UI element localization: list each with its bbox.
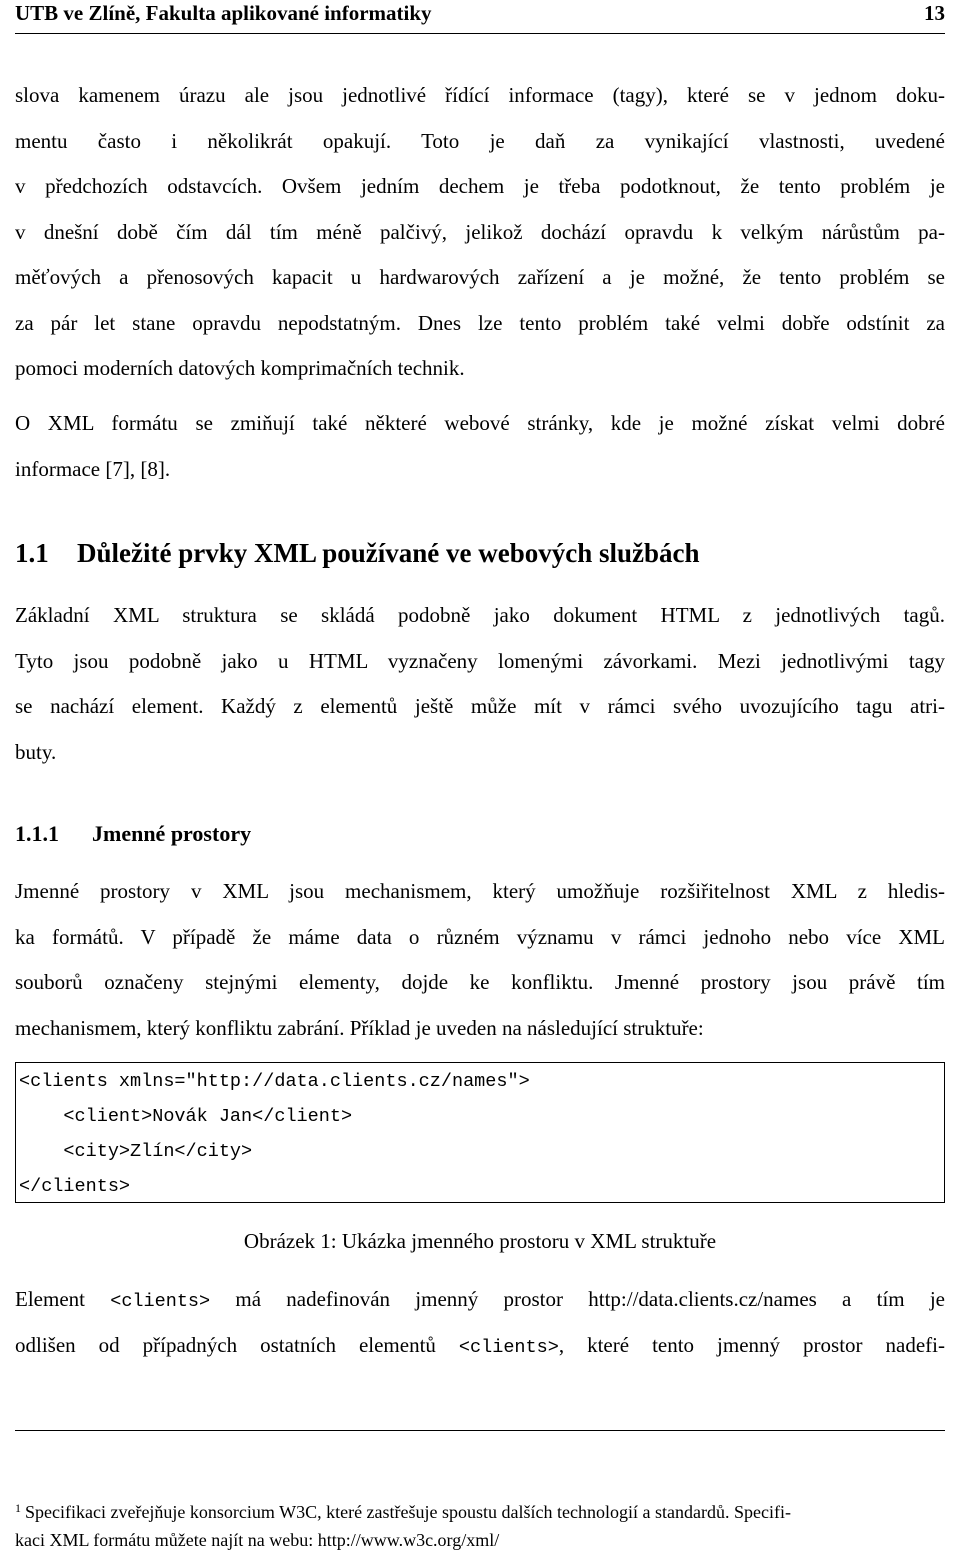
- inline-code: <clients>: [110, 1291, 211, 1312]
- page-number: 13: [924, 1, 945, 25]
- paragraph-1: [15, 73, 945, 392]
- running-header: [15, 0, 945, 34]
- text-line: pomoci moderních datových komprimačních technik.: [15, 356, 465, 380]
- paragraph-5: [15, 1277, 945, 1368]
- inline-code: <clients>: [458, 1336, 559, 1358]
- paragraph-3: [15, 593, 945, 775]
- text-line: souborů označeny stejnými elementy, dojde ke konfliktu. Jmenné prostory jsou právě tím: [15, 970, 945, 994]
- footnote: [15, 1499, 945, 1553]
- footnote-text: Specifikaci zveřejňuje konsorcium W3C, které zastřešuje spoustu dalších technologií a standardů. Specifi-: [25, 1502, 791, 1522]
- text-line: v dnešní době čím dál tím méně palčivý, jelikož dochází opravdu k velkým nárůstům pa-: [15, 219, 945, 244]
- text-line: Tyto jsou podobně jako u HTML vyznačeny lomenými závorkami. Mezi jednotlivými tagy: [15, 648, 945, 673]
- subsection-number: 1.1.1: [15, 821, 59, 846]
- text-run: odlišen od případných ostatních elementů: [15, 1332, 459, 1357]
- text-line: buty.: [15, 739, 57, 764]
- document-page: [15, 0, 945, 1550]
- section-title: Důležité prvky XML používané ve webových službách: [77, 538, 700, 568]
- text-line: [15, 1277, 945, 1323]
- text-run: Element: [15, 1287, 111, 1311]
- text-line: ka formátů. V případě že máme data o různém významu v rámci jednoho nebo více XML: [15, 924, 945, 949]
- text-line: informace [7], [8].: [15, 456, 171, 481]
- text-line: měťových a přenosových kapacit u hardwarových zařízení a je možné, že tento problém se: [15, 265, 945, 289]
- text-line: slova kamenem úrazu ale jsou jednotlivé řídící informace (tagy), které se v jednom doku-: [15, 83, 945, 107]
- paragraph-2: [15, 401, 945, 492]
- text-line: O XML formátu se zmiňují také některé webové stránky, kde je možné získat velmi dobré: [15, 411, 945, 435]
- text-line: Základní XML struktura se skládá podobně jako dokument HTML z jednotlivých tagů.: [15, 603, 945, 627]
- footnote-line: kaci XML formátu můžete najít na webu: http://www.w3c.org/xml/: [15, 1530, 500, 1550]
- paragraph-4: [15, 869, 945, 1051]
- text-line: mechanismem, který konfliktu zabrání. Příklad je uveden na následující struktuře:: [15, 1015, 704, 1040]
- text-run: , které tento jmenný prostor nadefi-: [558, 1332, 945, 1357]
- text-line: se nachází element. Každý z elementů ještě může mít v rámci svého uvozujícího tagu atri-: [15, 694, 945, 718]
- code-line: <client>Novák Jan</client>: [19, 1106, 353, 1127]
- text-line: [15, 1323, 945, 1369]
- figure-caption: Obrázek 1: Ukázka jmenného prostoru v XML struktuře: [243, 1229, 717, 1253]
- code-line: <city>Zlín</city>: [19, 1141, 253, 1162]
- text-line: mentu často i několikrát opakují. Toto je daň za vynikající vlastnosti, uvedené: [15, 128, 945, 153]
- text-line: Jmenné prostory v XML jsou mechanismem, který umožňuje rozšiřitelnost XML z hledis-: [15, 879, 945, 903]
- code-example-box: [15, 1062, 945, 1203]
- text-line: za pár let stane opravdu nepodstatným. Dnes lze tento problém také velmi dobře odstínit za: [15, 310, 945, 335]
- text-line: v předchozích odstavcích. Ovšem jedním dechem je třeba podotknout, že tento problém je: [15, 174, 945, 198]
- subsection-title: Jmenné prostory: [92, 821, 252, 846]
- section-heading: [15, 533, 945, 573]
- text-run: má nadefinován jmenný prostor http://data.clients.cz/names a tím je: [210, 1287, 945, 1311]
- footnote-mark: 1: [15, 1501, 21, 1515]
- section-number: 1.1: [15, 538, 49, 568]
- footnote-line: [15, 1499, 945, 1527]
- header-title: UTB ve Zlíně, Fakulta aplikované informatiky: [15, 1, 432, 25]
- footnote-divider: [15, 1430, 945, 1431]
- code-line: <clients xmlns="http://data.clients.cz/names">: [19, 1071, 530, 1092]
- subsection-heading: [15, 818, 945, 850]
- code-line: </clients>: [19, 1176, 131, 1197]
